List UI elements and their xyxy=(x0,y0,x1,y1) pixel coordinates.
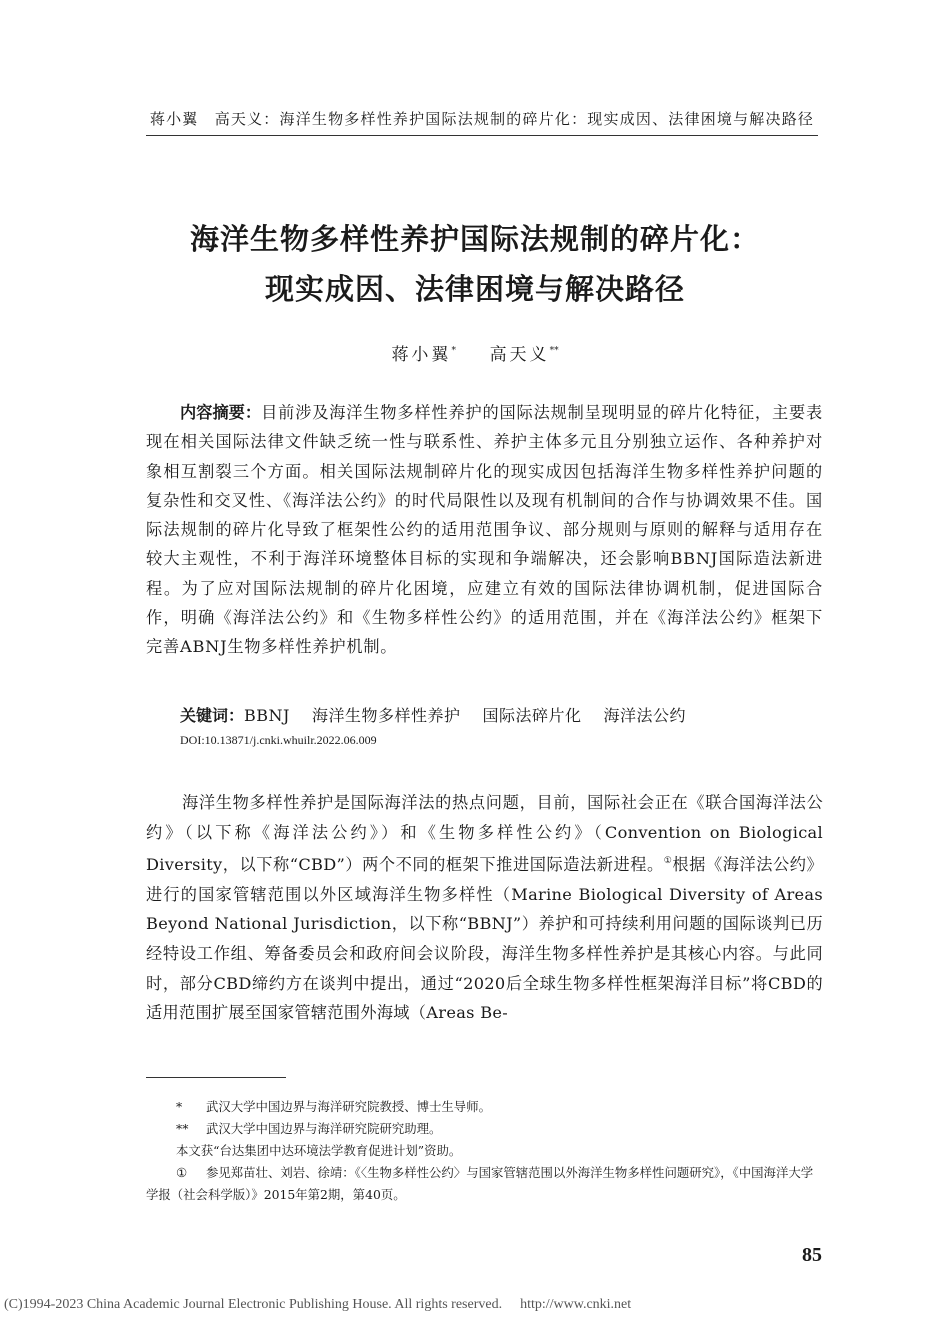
title-line-2: 现实成因、法律困境与解决路径 xyxy=(264,272,685,306)
title-line-1: 海洋生物多样性养护国际法规制的碎片化： xyxy=(189,222,760,256)
abstract-text: 目前涉及海洋生物多样性养护的国际法规制呈现明显的碎片化特征，主要表现在相关国际法律文件缺乏统一性与联系性、养护主体多元且分别独立运作、各种养护对象相互割裂三个方面。相关国际法规制碎片化的现实成因包括海洋生物多样性养护问题的复杂性和交叉性、《海洋法公约》的时代局限性以及现有机制间的合作与协调效果不佳。国际法规制的碎片化导致了框架性公约的适用范围争议、部分规则与原则的解释与适用存在较大主观性，不利于海洋环境整体目标的实现和争端解决，还会影响BBNJ国际造法新进程。为了应对国际法规制的碎片化困境，应建立有效的国际法律协调机制，促进国际合作，明确《海洋法公约》和《生物多样性公约》的适用范围，并在《海洋法公约》框架下完善ABNJ生物多样性养护机制。 xyxy=(146,403,823,657)
body-text-segment: 根据《海洋法公约》进行的国家管辖范围以外区域海洋生物多样性（Marine Biological Diversity of Areas Beyond National Jurisdiction，以下称“BBNJ”）养护和可持续利用问题的国际谈判已历经特设工作组、筹备委员会和政府间会议阶段，海洋生物多样性养护是其核心内容。与此同时，部分CBD缔约方在谈判中提出，通过“2020后全球生物多样性框架海洋目标”将CBD的适用范围扩展至国家管辖范围外海域（Areas Be- xyxy=(146,855,823,1023)
footnote xyxy=(146,1118,823,1140)
footnotes xyxy=(146,1096,823,1206)
authors xyxy=(0,340,950,365)
footnote-mark: ① xyxy=(176,1165,188,1180)
footnote-ref[interactable]: ① xyxy=(663,856,673,867)
footnote-mark: ** xyxy=(176,1121,189,1136)
keywords xyxy=(180,703,708,726)
author-name: 蒋小翼 xyxy=(391,345,452,365)
author-footnote-mark[interactable]: * xyxy=(451,346,456,356)
footnote-text: 武汉大学中国边界与海洋研究院研究助理。 xyxy=(206,1121,442,1136)
keyword: 国际法碎片化 xyxy=(482,706,582,725)
author-name: 高天义 xyxy=(489,345,550,365)
footnote xyxy=(146,1162,823,1206)
footnote xyxy=(146,1096,823,1118)
doi[interactable]: DOI:10.13871/j.cnki.whuilr.2022.06.009 xyxy=(180,733,377,747)
keyword: 海洋法公约 xyxy=(603,706,686,725)
copyright-url[interactable]: http://www.cnki.net xyxy=(520,1297,632,1312)
funding-note: 本文获“台达集团中达环境法学教育促进计划”资助。 xyxy=(176,1143,462,1158)
body-paragraph xyxy=(146,788,823,1028)
copyright-text: (C)1994-2023 China Academic Journal Electronic Publishing House. All rights reserved. xyxy=(4,1297,503,1312)
footnote-text: 参见郑苗壮、刘岩、徐靖：《〈生物多样性公约〉与国家管辖范围以外海洋生物多样性问题研究》，《中国海洋大学学报（社会科学版）》2015年第2期，第40页。 xyxy=(146,1165,814,1202)
keyword: 海洋生物多样性养护 xyxy=(311,706,461,725)
keyword: BBNJ xyxy=(244,706,290,725)
copyright-notice xyxy=(4,1297,631,1313)
article-title xyxy=(0,214,950,314)
author-footnote-mark[interactable]: ** xyxy=(549,346,559,356)
running-header: 蒋小翼 高天义：海洋生物多样性养护国际法规制的碎片化：现实成因、法律困境与解决路径 xyxy=(146,108,818,136)
footnote-text: 武汉大学中国边界与海洋研究院教授、博士生导师。 xyxy=(206,1099,491,1114)
footnote-mark: * xyxy=(176,1099,183,1114)
footnote-divider xyxy=(146,1077,286,1078)
keywords-label: 关键词： xyxy=(180,706,245,725)
body-text-segment: 海洋生物多样性养护是国际海洋法的热点问题，目前，国际社会正在《联合国海洋法公约》（以下称《海洋法公约》）和《生物多样性公约》（Convention on Biological Diversity，以下称“CBD”）两个不同的框架下推进国际造法新进程。 xyxy=(146,793,823,875)
page-number: 85 xyxy=(802,1244,822,1266)
abstract xyxy=(146,398,823,662)
abstract-label: 内容摘要： xyxy=(180,403,262,422)
